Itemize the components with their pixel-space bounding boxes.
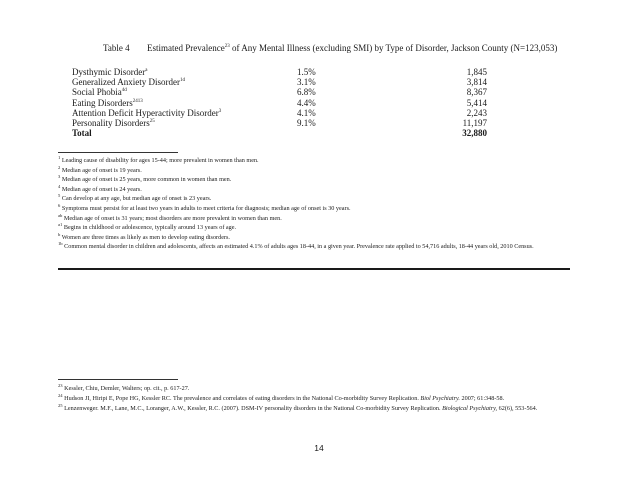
table-row — [0, 118, 638, 128]
reference-text: Lenzenweger. M.F., Lane, M.C., Loranger, A.W., Kessler, R.C. (2007). DSM-IV personality disorders in the National Co-morbidity Survey Replication. — [64, 405, 443, 412]
reference-mark: 24 — [58, 392, 63, 398]
reference-citation: 2007; 61:348-58. — [459, 395, 505, 402]
estimated-count: 1,845 — [466, 67, 487, 77]
table-title-text: Estimated Prevalence — [147, 43, 225, 53]
footnote-mark: 2413 — [132, 98, 143, 104]
note-mark: 4 — [58, 183, 61, 189]
footnote-divider — [58, 379, 178, 380]
note-item — [58, 223, 578, 233]
table-row — [0, 98, 638, 108]
reference-footnotes — [58, 384, 578, 413]
note-mark: 3 — [58, 174, 61, 180]
note-item — [58, 185, 578, 195]
note-item — [58, 233, 578, 243]
note-text: Common mental disorder in children and adolescents, affects an estimated 4.1% of adults ages 18-44, in a given year. Prevalence rate applied to 54,716 adults, 18-44 years old, 2010 Census. — [64, 243, 534, 251]
disorder-label: Generalized Anxiety Disorder — [72, 77, 180, 88]
footnote-mark: 4d — [121, 88, 127, 94]
disorder-label: Attention Deficit Hyperactivity Disorder — [72, 107, 219, 118]
table-row — [0, 87, 638, 97]
disorder-label: Eating Disorders — [72, 97, 133, 108]
journal-name: Biol Psychiatry. — [420, 395, 460, 402]
note-mark: 5 — [58, 193, 61, 199]
table-row — [0, 77, 638, 87]
note-mark: 6 — [58, 202, 61, 208]
reference-mark: 25 — [58, 402, 63, 408]
disorder-name — [72, 98, 143, 108]
reference-item — [58, 394, 578, 403]
note-item — [58, 194, 578, 204]
note-item — [58, 214, 578, 224]
disorder-label: Personality Disorders — [72, 117, 150, 128]
note-text: Symptoms must persist for at least two years in adults to meet criteria for diagnosis; median age of onset is 30 years. — [61, 204, 351, 212]
note-text: Can develop at any age, but median age of onset is 23 years. — [61, 195, 212, 203]
note-mark: a1 — [58, 222, 63, 228]
note-item — [58, 242, 578, 251]
total-count: 32,880 — [462, 128, 487, 139]
reference-text: Kessler, Chiu, Demler, Walters; op. cit., p. 617-27. — [64, 385, 190, 392]
estimated-count: 11,197 — [462, 117, 487, 128]
estimated-count: 5,414 — [466, 97, 487, 108]
note-item — [58, 156, 578, 166]
note-text: Begins in childhood or adolescence, typically around 13 years of age. — [63, 224, 237, 232]
table-notes — [58, 156, 578, 251]
prevalence-percent: 4.4% — [297, 97, 316, 108]
note-mark: 2 — [58, 164, 61, 170]
prevalence-table — [0, 67, 638, 138]
table-row — [0, 108, 638, 118]
disorder-name — [72, 77, 185, 87]
note-text: Leading cause of disability for ages 15-44; more prevalent in women than men. — [61, 157, 259, 164]
disorder-name — [72, 108, 221, 118]
prevalence-percent: 4.1% — [297, 107, 316, 118]
footnote-divider — [58, 152, 178, 153]
prevalence-percent: 9.1% — [297, 117, 316, 128]
reference-item — [58, 404, 578, 413]
prevalence-percent: 3.1% — [297, 77, 316, 88]
footnote-mark: a — [145, 68, 148, 73]
footnote-mark: 3 — [218, 108, 222, 114]
disorder-name — [72, 87, 127, 97]
journal-name: Biological Psychiatry, — [442, 405, 498, 412]
table-row — [0, 67, 638, 77]
table-title-sup: 23 — [224, 44, 230, 49]
note-item — [58, 175, 578, 185]
disorder-label: Dysthymic Disorder — [72, 67, 146, 77]
table-title-text-rest: of Any Mental Illness (excluding SMI) by Type of Disorder, Jackson County (N=123,053) — [229, 43, 558, 53]
footnote-mark: 25 — [149, 118, 155, 124]
note-text: Median age of onset is 19 years. — [61, 166, 142, 174]
estimated-count: 3,814 — [466, 77, 487, 88]
note-mark: ab — [58, 212, 63, 218]
prevalence-percent: 6.8% — [297, 87, 316, 98]
note-text: Median age of onset is 25 years, more common in women than men. — [61, 176, 232, 184]
reference-mark: 23 — [58, 382, 63, 388]
disorder-label: Social Phobia — [72, 87, 122, 98]
note-text: Median age of onset is 24 years. — [61, 185, 142, 193]
disorder-name — [72, 67, 147, 77]
table-number: Table 4 — [103, 43, 130, 53]
note-text: Median age of onset is 31 years; most disorders are more prevalent in women than men. — [63, 214, 282, 222]
table-total-row — [0, 128, 638, 138]
note-text: Women are three times as likely as men to develop eating disorders. — [61, 233, 230, 241]
table-title — [147, 43, 557, 53]
section-divider — [58, 268, 570, 270]
note-mark: 1b — [58, 241, 63, 247]
total-label: Total — [72, 128, 92, 139]
estimated-count: 8,367 — [466, 87, 487, 98]
page-number: 14 — [314, 443, 324, 453]
note-item — [58, 166, 578, 176]
estimated-count: 2,243 — [466, 107, 487, 118]
reference-citation: 62(6), 553-564. — [497, 405, 538, 412]
note-mark: b — [58, 231, 61, 237]
note-item — [58, 204, 578, 214]
note-mark: 1 — [58, 154, 61, 160]
disorder-name — [72, 118, 155, 128]
footnote-mark: 1d — [179, 78, 185, 84]
reference-text: Hudson JI, Hiripi E, Pope HG, Kessler RC. The prevalence and correlates of eating disorders in the National Co-morbidity Survey Replication. — [64, 395, 421, 402]
reference-item — [58, 384, 578, 393]
prevalence-percent: 1.5% — [297, 67, 316, 77]
